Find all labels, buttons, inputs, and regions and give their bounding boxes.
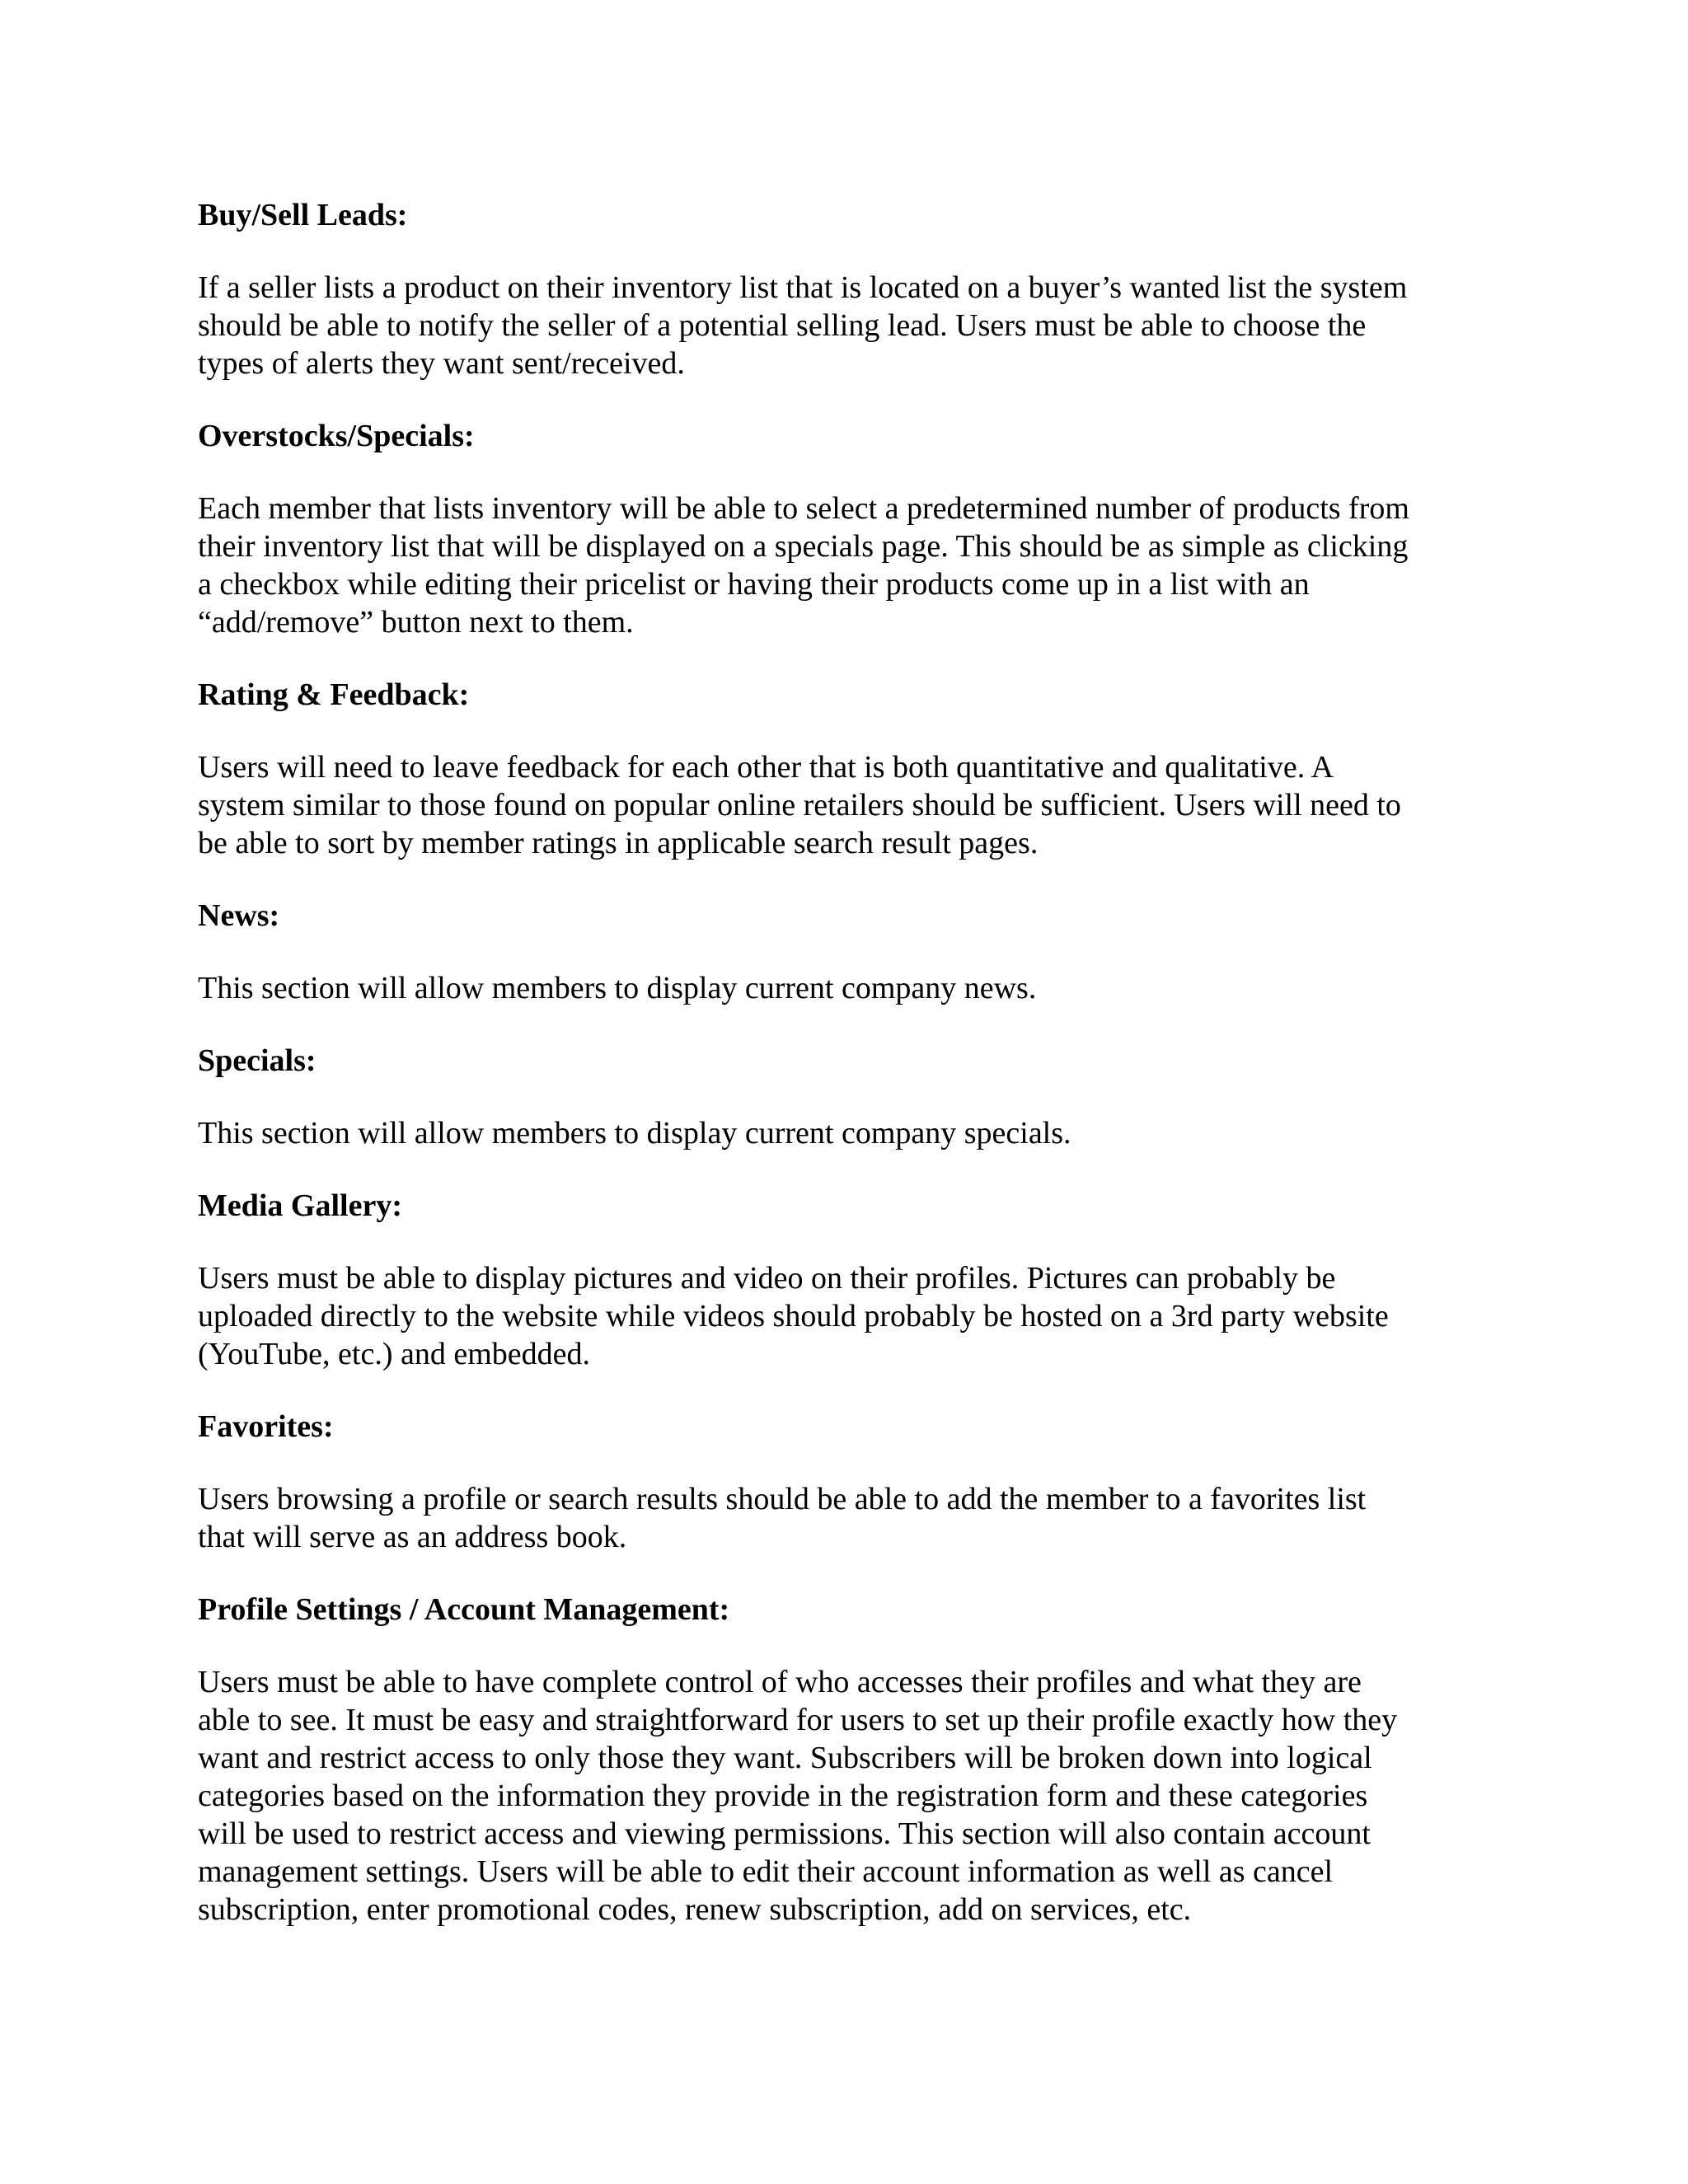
paragraph-line: “add/remove” button next to them.	[198, 605, 634, 640]
paragraph-line: that will serve as an address book.	[198, 1520, 627, 1554]
section-heading: Rating & Feedback:	[198, 677, 470, 712]
section-profile-settings	[198, 1591, 1496, 1929]
section-heading: Specials:	[198, 1043, 316, 1078]
paragraph-line: Users must be able to have complete control of who accesses their profiles and what they are	[198, 1665, 1362, 1699]
section-paragraph	[198, 1480, 1496, 1556]
paragraph-line: (YouTube, etc.) and embedded.	[198, 1337, 591, 1371]
paragraph-line: Users will need to leave feedback for each other that is both quantitative and qualitative. A	[198, 750, 1334, 785]
document-content	[198, 196, 1496, 1929]
paragraph-line: This section will allow members to display current company news.	[198, 971, 1037, 1005]
paragraph-line: will be used to restrict access and viewing permissions. This section will also contain account	[198, 1816, 1371, 1851]
section-heading: Overstocks/Specials:	[198, 419, 475, 453]
section-heading: Media Gallery:	[198, 1188, 402, 1223]
section-rating-feedback	[198, 676, 1496, 897]
paragraph-line: types of alerts they want sent/received.	[198, 346, 685, 381]
paragraph-line: a checkbox while editing their pricelist or having their products come up in a list with an	[198, 567, 1310, 602]
paragraph-line: be able to sort by member ratings in applicable search result pages.	[198, 826, 1039, 860]
section-paragraph	[198, 269, 1496, 382]
paragraph-line: categories based on the information they provide in the registration form and these categories	[198, 1779, 1368, 1813]
paragraph-line: Users browsing a profile or search results should be able to add the member to a favorites list	[198, 1482, 1367, 1516]
paragraph-line: This section will allow members to display current company specials.	[198, 1116, 1071, 1151]
paragraph-line: management settings. Users will be able to edit their account information as well as cancel	[198, 1854, 1334, 1889]
paragraph-line: Users must be able to display pictures and video on their profiles. Pictures can probably be	[198, 1261, 1336, 1296]
section-paragraph	[198, 969, 1496, 1007]
section-heading: Buy/Sell Leads:	[198, 198, 408, 232]
paragraph-line: want and restrict access to only those they want. Subscribers will be broken down into logical	[198, 1741, 1372, 1775]
section-media-gallery	[198, 1187, 1496, 1408]
paragraph-line: If a seller lists a product on their inventory list that is located on a buyer’s wanted list the system	[198, 270, 1408, 305]
section-paragraph	[198, 1259, 1496, 1373]
paragraph-line: should be able to notify the seller of a potential selling lead. Users must be able to choose the	[198, 308, 1367, 343]
section-specials	[198, 1042, 1496, 1187]
paragraph-line: their inventory list that will be displayed on a specials page. This should be as simple as clicking	[198, 529, 1409, 564]
paragraph-line: subscription, enter promotional codes, renew subscription, add on services, etc.	[198, 1892, 1192, 1927]
section-paragraph	[198, 490, 1496, 641]
section-buy-sell-leads	[198, 196, 1496, 417]
section-heading: News:	[198, 898, 280, 933]
paragraph-line: system similar to those found on popular online retailers should be sufficient. Users will need to	[198, 788, 1401, 823]
section-favorites	[198, 1408, 1496, 1591]
paragraph-line: Each member that lists inventory will be able to select a predetermined number of products from	[198, 491, 1409, 526]
section-overstocks-specials	[198, 417, 1496, 676]
section-heading: Profile Settings / Account Management:	[198, 1592, 730, 1627]
section-heading: Favorites:	[198, 1409, 334, 1444]
paragraph-line: uploaded directly to the website while videos should probably be hosted on a 3rd party website	[198, 1299, 1389, 1333]
section-paragraph	[198, 1663, 1496, 1929]
section-paragraph	[198, 1114, 1496, 1152]
paragraph-line: able to see. It must be easy and straightforward for users to set up their profile exactly how they	[198, 1703, 1398, 1737]
section-paragraph	[198, 748, 1496, 862]
section-news	[198, 897, 1496, 1042]
